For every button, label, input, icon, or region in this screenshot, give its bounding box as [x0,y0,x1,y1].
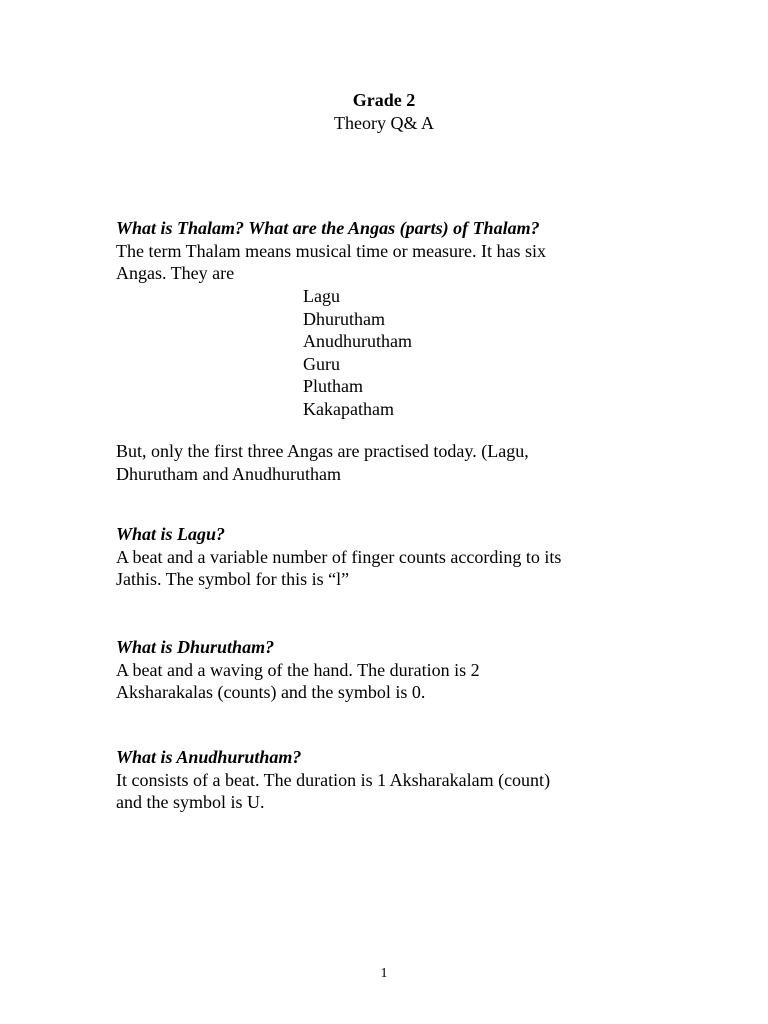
answer-line: A beat and a variable number of finger counts according to its [116,546,562,567]
answer-line: A beat and a waving of the hand. The duration is 2 [116,659,480,680]
list-item: Plutham [303,376,364,396]
section-thalam [116,217,656,285]
document-subtitle: Theory Q& A [334,112,434,133]
question-dhurutham: What is Dhurutham? [116,637,275,657]
answer-line: Aksharakalas (counts) and the symbol is 0. [116,682,426,702]
section-thalam-note [116,440,656,485]
list-item: Kakapatham [303,398,394,419]
section-anudhurutham [116,746,656,814]
answer-line: Angas. They are [116,263,235,283]
question-lagu: What is Lagu? [116,524,226,544]
angas-list [303,285,603,420]
answer-line: and the symbol is U. [116,792,265,812]
list-item: Guru [303,353,340,374]
section-dhurutham [116,636,656,704]
section-lagu [116,523,656,591]
answer-line: It consists of a beat. The duration is 1 Aksharakalam (count) [116,769,551,790]
question-anudhurutham: What is Anudhurutham? [116,747,302,767]
list-item: Lagu [303,286,340,306]
note-line: But, only the first three Angas are practised today. (Lagu, [116,441,529,461]
list-item: Anudhurutham [303,331,412,351]
page-number: 1 [380,966,388,981]
answer-line: Jathis. The symbol for this is “l” [116,569,350,589]
list-item: Dhurutham [303,308,385,329]
answer-line: The term Thalam means musical time or measure. It has six [116,240,547,261]
question-thalam: What is Thalam? What are the Angas (parts) of Thalam? [116,218,540,238]
document-header [0,89,768,134]
document-title: Grade 2 [352,90,416,110]
note-line: Dhurutham and Anudhurutham [116,463,341,484]
